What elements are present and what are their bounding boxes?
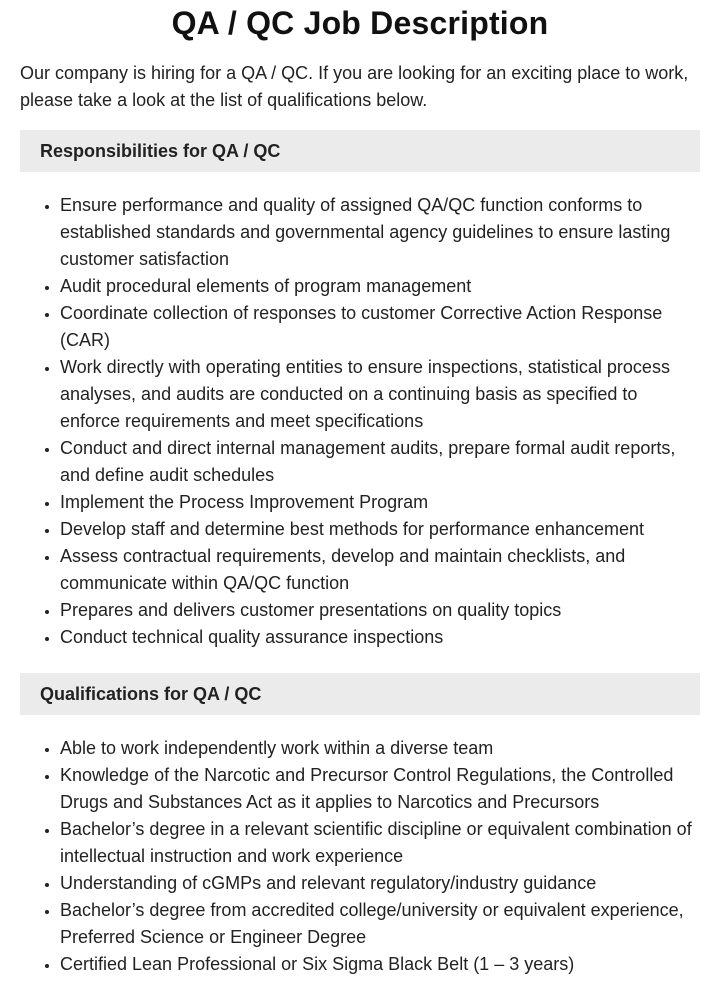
intro-paragraph: Our company is hiring for a QA / QC. If you are looking for an exciting place to work, please take a look at the list of qualifications below.: [20, 63, 689, 110]
responsibilities-list: [20, 192, 700, 651]
list-item: • Bachelor’s degree in a relevant scientific discipline or equivalent combination of intellectual instruction and work experience: [60, 816, 700, 870]
qualifications-list: [20, 735, 700, 978]
list-item: • Able to work independently work within a diverse team: [60, 735, 700, 762]
list-item: • Audit procedural elements of program management: [60, 273, 700, 300]
list-item: • Work directly with operating entities to ensure inspections, statistical process analyses, and audits are conducted on a continuing basis as specified to enforce requirements and meet specifications: [60, 354, 700, 435]
list-item: • Bachelor’s degree from accredited college/university or equivalent experience, Preferred Science or Engineer Degree: [60, 897, 700, 951]
list-item: • Implement the Process Improvement Program: [60, 489, 700, 516]
page-title: QA / QC Job Description: [171, 5, 549, 41]
list-item: • Ensure performance and quality of assigned QA/QC function conforms to established standards and governmental agency guidelines to ensure lasting customer satisfaction: [60, 192, 700, 273]
list-item: • Conduct technical quality assurance inspections: [60, 624, 700, 651]
list-item: • Conduct and direct internal management audits, prepare formal audit reports, and define audit schedules: [60, 435, 700, 489]
qualifications-heading: Qualifications for QA / QC: [20, 673, 700, 715]
list-item: • Coordinate collection of responses to customer Corrective Action Response (CAR): [60, 300, 700, 354]
list-item: • Prepares and delivers customer presentations on quality topics: [60, 597, 700, 624]
responsibilities-heading: Responsibilities for QA / QC: [20, 130, 700, 172]
list-item: • Knowledge of the Narcotic and Precursor Control Regulations, the Controlled Drugs and Substances Act as it applies to Narcotics and Precursors: [60, 762, 700, 816]
list-item: • Assess contractual requirements, develop and maintain checklists, and communicate within QA/QC function: [60, 543, 700, 597]
list-item: • Understanding of cGMPs and relevant regulatory/industry guidance: [60, 870, 700, 897]
list-item: • Develop staff and determine best methods for performance enhancement: [60, 516, 700, 543]
list-item: • Certified Lean Professional or Six Sigma Black Belt (1 – 3 years): [60, 951, 700, 978]
